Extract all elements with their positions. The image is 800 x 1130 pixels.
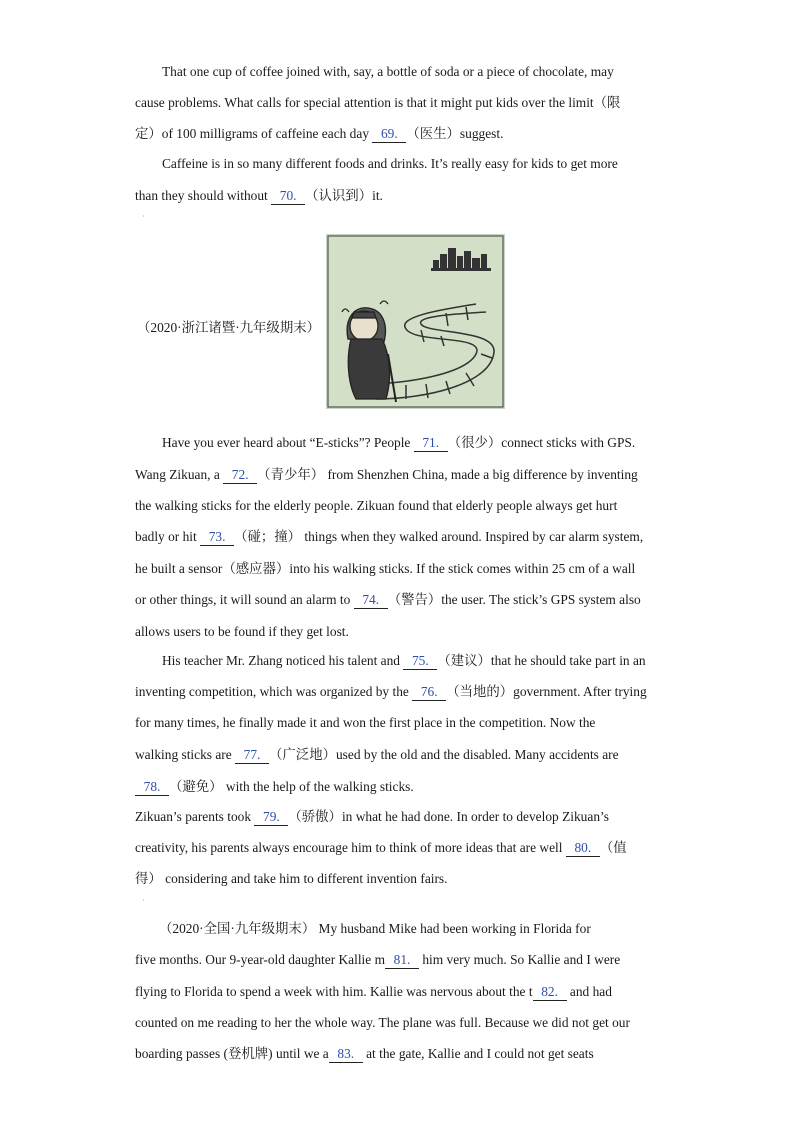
dot-mark: ·	[142, 896, 145, 905]
answer-blank-73[interactable]: 73.	[200, 529, 234, 546]
answer-blank-82[interactable]: 82.	[533, 984, 567, 1001]
source-label: （2020·浙江诸暨·九年级期末）	[137, 320, 320, 335]
answer-blank-76[interactable]: 76.	[412, 684, 446, 701]
answer-blank-79[interactable]: 79.	[254, 809, 288, 826]
text-line: allows users to be found if they get lost.	[135, 624, 349, 639]
text-line: （2020·全国·九年级期末） My husband Mike had been working in Florida for	[159, 921, 591, 936]
answer-blank-69[interactable]: 69.	[372, 126, 406, 143]
text-line: 78. （避免） with the help of the walking sticks.	[135, 779, 414, 796]
answer-blank-71[interactable]: 71.	[414, 435, 448, 452]
answer-blank-77[interactable]: 77.	[235, 747, 269, 764]
answer-blank-81[interactable]: 81.	[385, 952, 419, 969]
text-line: than they should without 70. （认识到）it.	[135, 188, 383, 203]
text-line: His teacher Mr. Zhang noticed his talent and 75. （建议）that he should take part in an	[162, 653, 646, 668]
text-line: he built a sensor（感应器）into his walking sticks. If the stick comes within 25 cm of a wall	[135, 561, 636, 576]
answer-blank-72[interactable]: 72.	[223, 467, 257, 484]
answer-blank-78[interactable]: 78.	[135, 779, 169, 796]
text-line: inventing competition, which was organized by the 76. （当地的）government. After trying	[135, 684, 647, 699]
text-line: or other things, it will sound an alarm to 74. （警告）the user. The stick’s GPS system also	[135, 592, 641, 607]
cartoon-illustration	[326, 234, 505, 409]
text-line: walking sticks are 77. （广泛地）used by the old and the disabled. Many accidents are	[135, 747, 619, 762]
text-line: creativity, his parents always encourage him to think of more ideas that are well 80. （值	[135, 840, 627, 855]
text-line: boarding passes (登机牌) until we a 83. at the gate, Kallie and I could not get seats	[135, 1046, 594, 1061]
text-line: cause problems. What calls for special attention is that it might put kids over the limit（限	[135, 95, 621, 110]
text-line: 得） considering and take him to different invention fairs.	[135, 871, 448, 886]
answer-blank-83[interactable]: 83.	[329, 1046, 363, 1063]
dot-mark: ·	[142, 212, 145, 221]
text-line: Have you ever heard about “E-sticks”? People 71. （很少）connect sticks with GPS.	[162, 435, 636, 450]
answer-blank-75[interactable]: 75.	[403, 653, 437, 670]
text-line: Caffeine is in so many different foods and drinks. It’s really easy for kids to get more	[162, 156, 618, 171]
text-line: 定）of 100 milligrams of caffeine each day 69. （医生）suggest.	[135, 126, 504, 141]
text-line: That one cup of coffee joined with, say, a bottle of soda or a piece of chocolate, may	[162, 64, 614, 79]
text-line: the walking sticks for the elderly people. Zikuan found that elderly people always get hurt	[135, 498, 618, 513]
text-line: counted on me reading to her the whole way. The plane was full. Because we did not get our	[135, 1015, 630, 1030]
answer-blank-70[interactable]: 70.	[271, 188, 305, 205]
text-line: Zikuan’s parents took 79. （骄傲）in what he had done. In order to develop Zikuan’s	[135, 809, 609, 824]
text-line: Wang Zikuan, a 72. （青少年） from Shenzhen China, made a big difference by inventing	[135, 467, 638, 482]
answer-blank-80[interactable]: 80.	[566, 840, 600, 857]
text-line: for many times, he finally made it and won the first place in the competition. Now the	[135, 715, 596, 730]
answer-blank-74[interactable]: 74.	[354, 592, 388, 609]
text-line: five months. Our 9-year-old daughter Kallie m 81. him very much. So Kallie and I were	[135, 952, 621, 967]
text-line: badly or hit 73. （碰；撞） things when they walked around. Inspired by car alarm system,	[135, 529, 644, 544]
text-line: flying to Florida to spend a week with him. Kallie was nervous about the t 82. and had	[135, 984, 612, 999]
